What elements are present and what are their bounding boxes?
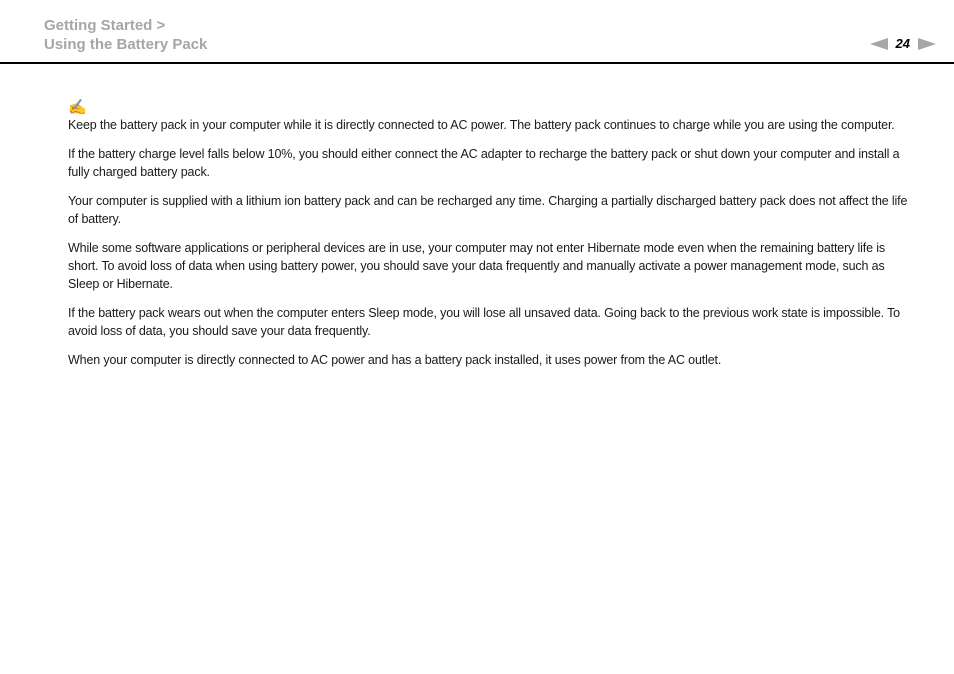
page-number: 24	[895, 36, 910, 51]
note-paragraph: When your computer is directly connected to AC power and has a battery pack installed, it uses power from the AC outlet.	[68, 353, 722, 367]
note-paragraph: If the battery pack wears out when the computer enters Sleep mode, you will lose all unsaved data. Going back to the previous work state is impossible. To avoid loss of data, you should save your data frequently.	[68, 306, 900, 338]
breadcrumb	[44, 16, 207, 54]
note-paragraph: If the battery charge level falls below 10%, you should either connect the AC adapter to recharge the battery pack or shut down your computer and install a fully charged battery pack.	[68, 147, 900, 179]
pager	[870, 36, 936, 51]
arrow-right-icon[interactable]	[918, 38, 936, 50]
note-paragraph: Your computer is supplied with a lithium ion battery pack and can be recharged any time. Charging a partially discharged battery pack does not affect the life of battery.	[68, 194, 908, 226]
note-paragraph: Keep the battery pack in your computer while it is directly connected to AC power. The battery pack continues to charge while you are using the computer.	[68, 118, 895, 132]
note-paragraph: While some software applications or peripheral devices are in use, your computer may not enter Hibernate mode even when the remaining battery life is short. To avoid loss of data when using battery power, you should save your data frequently and manually activate a power management mode, such as Sleep or Hibernate.	[68, 241, 885, 291]
note-content	[68, 100, 914, 380]
arrow-left-icon[interactable]	[870, 38, 888, 50]
breadcrumb-page: Using the Battery Pack	[44, 36, 208, 53]
note-pencil-icon: ✍	[68, 99, 87, 116]
breadcrumb-section: Getting Started >	[44, 17, 166, 34]
page-header	[0, 0, 954, 64]
